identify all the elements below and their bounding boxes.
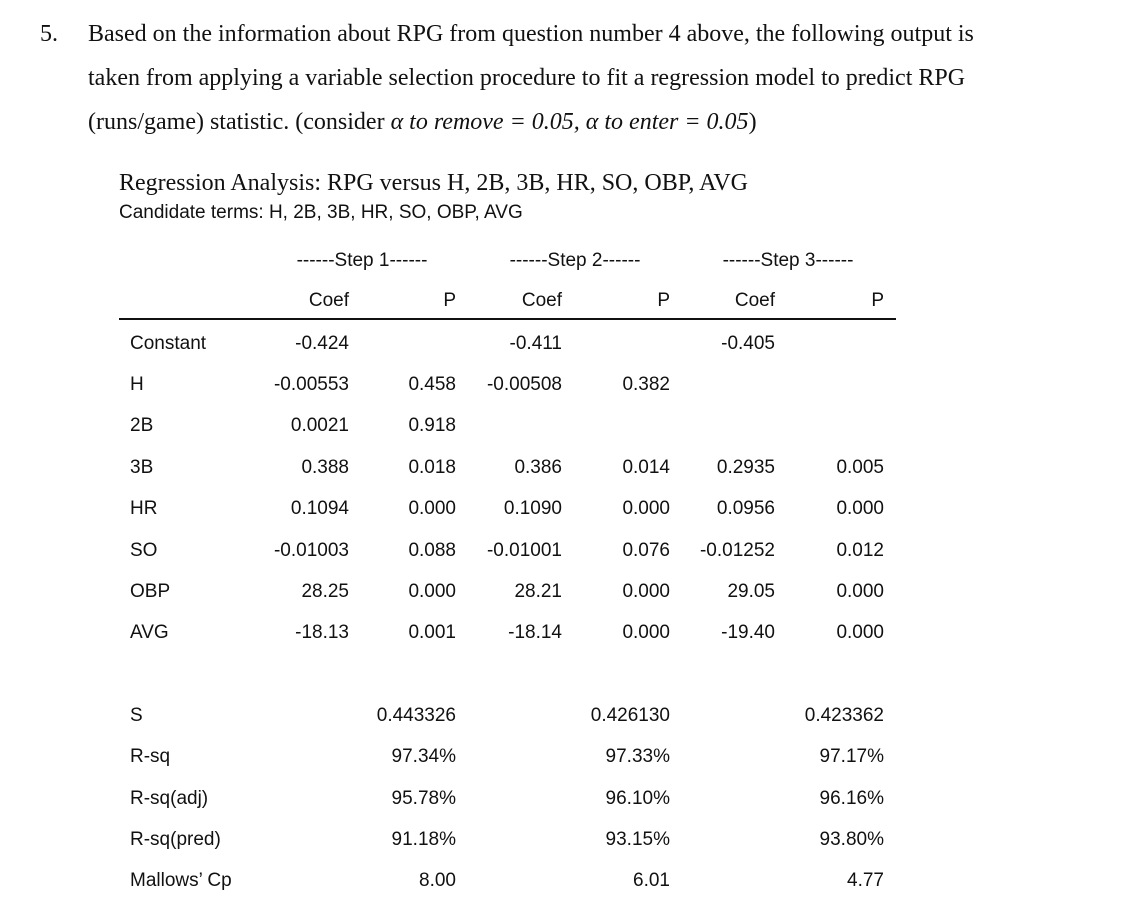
summary-label: R-sq(adj) xyxy=(130,788,209,809)
table-cell: -0.01252 xyxy=(699,540,775,561)
summary-cell: 93.15% xyxy=(605,829,670,850)
step-header xyxy=(0,250,1121,278)
table-cell: 0.076 xyxy=(622,540,670,561)
table-cell: 0.000 xyxy=(622,622,670,643)
table-cell: -0.411 xyxy=(509,333,562,354)
column-header-p: P xyxy=(443,290,456,311)
table-cell: 28.25 xyxy=(301,581,349,602)
table-cell: -0.405 xyxy=(721,333,775,354)
table-cell: 0.386 xyxy=(514,457,562,478)
table-cell: 29.05 xyxy=(727,581,775,602)
question-close-paren: ) xyxy=(748,109,757,135)
question-number: 5. xyxy=(40,21,58,47)
column-header-p: P xyxy=(657,290,670,311)
table-cell: 0.000 xyxy=(408,498,456,519)
summary-cell: 96.16% xyxy=(819,788,884,809)
summary-label: Mallows’ Cp xyxy=(130,870,232,891)
term-label: OBP xyxy=(130,581,171,602)
table-cell: 0.000 xyxy=(836,622,884,643)
table-cell: -0.00508 xyxy=(486,374,562,395)
term-label: H xyxy=(130,374,144,395)
table-cell: 0.001 xyxy=(408,622,456,643)
alpha-condition: α to remove = 0.05, α to enter = 0.05 xyxy=(390,109,749,135)
table-cell: -0.00553 xyxy=(273,374,349,395)
term-label: AVG xyxy=(130,622,169,643)
table-cell: 0.005 xyxy=(836,457,884,478)
term-label: SO xyxy=(130,540,158,561)
table-cell: 0.458 xyxy=(408,374,456,395)
summary-cell: 6.01 xyxy=(633,870,670,891)
summary-cell: 96.10% xyxy=(605,788,670,809)
regression-title: Regression Analysis: RPG versus H, 2B, 3B, HR, SO, OBP, AVG xyxy=(119,170,748,196)
summary-cell: 0.443326 xyxy=(376,705,456,726)
summary-label: R-sq xyxy=(130,746,171,767)
summary-label: S xyxy=(130,705,143,726)
summary-cell: 8.00 xyxy=(419,870,456,891)
table-cell: -19.40 xyxy=(721,622,775,643)
summary-cell: 97.33% xyxy=(605,746,670,767)
table-cell: 0.388 xyxy=(301,457,349,478)
summary-cell: 4.77 xyxy=(847,870,884,891)
table-cell: 0.1094 xyxy=(290,498,349,519)
table-cell: 0.000 xyxy=(836,581,884,602)
table-cell: 28.21 xyxy=(514,581,562,602)
summary-cell: 95.78% xyxy=(391,788,456,809)
table-cell: 0.000 xyxy=(836,498,884,519)
step-3-label: ------Step 3------ xyxy=(722,250,854,271)
question-text xyxy=(88,12,1098,144)
column-header-coef: Coef xyxy=(521,290,562,311)
summary-cell: 0.423362 xyxy=(804,705,884,726)
summary-cell: 0.426130 xyxy=(590,705,670,726)
table-cell: 0.0956 xyxy=(716,498,775,519)
table-cell: 0.0021 xyxy=(290,415,349,436)
term-label: 2B xyxy=(130,415,154,436)
table-cell: 0.918 xyxy=(408,415,456,436)
header-rule xyxy=(119,318,896,320)
column-header-p: P xyxy=(871,290,884,311)
column-header-coef: Coef xyxy=(308,290,349,311)
term-label: 3B xyxy=(130,457,154,478)
summary-cell: 97.17% xyxy=(819,746,884,767)
question-line-3-text: (runs/game) statistic. (consider xyxy=(88,109,391,135)
table-cell: 0.382 xyxy=(622,374,670,395)
table-cell: 0.018 xyxy=(408,457,456,478)
table-cell: 0.012 xyxy=(836,540,884,561)
step-2-label: ------Step 2------ xyxy=(509,250,641,271)
summary-label: R-sq(pred) xyxy=(130,829,221,850)
summary-cell: 91.18% xyxy=(391,829,456,850)
table-cell: 0.1090 xyxy=(503,498,562,519)
table-cell: -0.01001 xyxy=(486,540,562,561)
step-1-label: ------Step 1------ xyxy=(296,250,428,271)
table-cell: -18.13 xyxy=(295,622,349,643)
table-cell: 0.000 xyxy=(408,581,456,602)
column-header-coef: Coef xyxy=(734,290,775,311)
table-cell: -0.01003 xyxy=(273,540,349,561)
table-cell: -18.14 xyxy=(508,622,562,643)
table-cell: 0.000 xyxy=(622,581,670,602)
table-cell: 0.000 xyxy=(622,498,670,519)
question-line-3 xyxy=(88,100,1098,144)
summary-cell: 97.34% xyxy=(391,746,456,767)
question-line-2: taken from applying a variable selection procedure to fit a regression model to predict RPG xyxy=(88,65,966,91)
candidate-terms: Candidate terms: H, 2B, 3B, HR, SO, OBP, AVG xyxy=(119,202,523,223)
table-cell: -0.424 xyxy=(295,333,349,354)
term-label: Constant xyxy=(130,333,207,354)
table-cell: 0.088 xyxy=(408,540,456,561)
table-cell: 0.014 xyxy=(622,457,670,478)
summary-cell: 93.80% xyxy=(819,829,884,850)
table-cell: 0.2935 xyxy=(716,457,775,478)
term-label: HR xyxy=(130,498,158,519)
question-line-1: Based on the information about RPG from question number 4 above, the following output is xyxy=(88,21,974,47)
